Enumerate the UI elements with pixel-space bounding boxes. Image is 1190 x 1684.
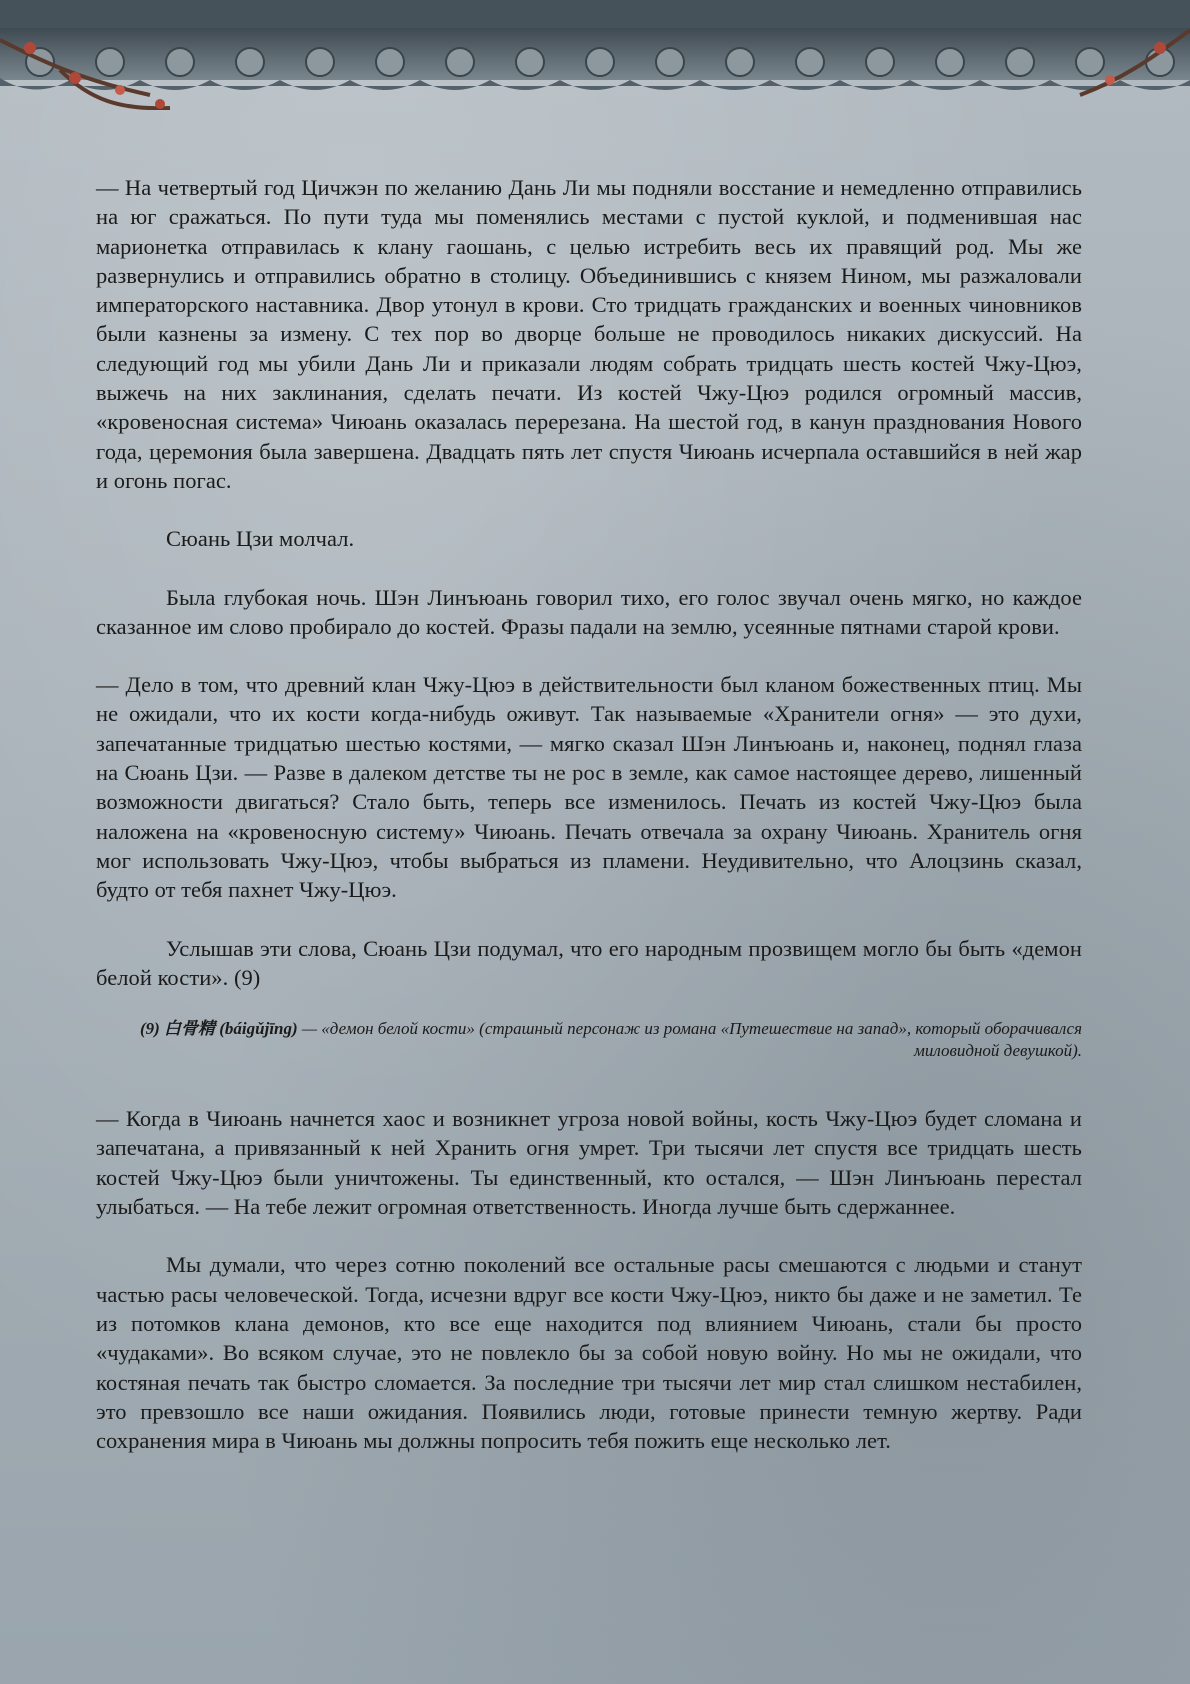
footnote-marker: (9) 白骨精 (báigǔjīng)	[139, 1019, 298, 1039]
document-body	[96, 173, 1082, 1455]
paragraph: Мы думали, что через сотню поколений все остальные расы смешаются с людьми и станут частью расы человеческой. Тогда, исчезни вдруг все кости Чжу-Цюэ, никто бы даже и не заметил. Те из потомков клана демонов, кто все еще находится под влиянием Чиюань, стали бы просто «чудаками». Во всяком случае, это не повлекло бы за собой новую войну. Но мы не ожидали, что костяная печать так быстро сломается. За последние три тысячи лет мир стал слишком нестабилен, это превзошло все наши ожидания. Появились люди, готовые принести темную жертву. Ради сохранения мира в Чиюань мы должны попросить тебя пожить еще несколько лет.	[96, 1252, 1082, 1454]
paragraph: Была глубокая ночь. Шэн Линъюань говорил тихо, его голос звучал очень мягко, но каждое сказанное им слово пробирало до костей. Фразы падали на землю, усеянные пятнами старой крови.	[96, 584, 1082, 639]
paragraph: — На четвертый год Цичжэн по желанию Дань Ли мы подняли восстание и немедленно отправились на юг сражаться. По пути туда мы поменялись местами с пустой куклой, и подменившая нас марионетка отправилась к клану гаошань, с целью истребить весь их правящий род. Мы же развернулись и отправились обратно в столицу. Объединившись с князем Нином, мы разжаловали императорского наставника. Двор утонул в крови. Сто тридцать гражданских и военных чиновников были казнены за измену. С тех пор во дворце больше не проводилось никаких дискуссий. На следующий год мы убили Дань Ли и приказали людям собрать тридцать шесть костей Чжу-Цюэ, выжечь на них заклинания, сделать печати. Из костей Чжу-Цюэ родился огромный массив, «кровеносная система» Чиюань оказалась перерезана. На шестой год, в канун празднования Нового года, церемония была завершена. Двадцать пять лет спустя Чиюань исчерпала оставшийся в ней жар и огонь погас.	[96, 175, 1082, 493]
paragraph: Услышав эти слова, Сюань Цзи подумал, что его народным прозвищем могло бы быть «демон белой кости». (9)	[96, 935, 1082, 990]
footnote	[96, 1018, 1082, 1062]
paragraph: Сюань Цзи молчал.	[166, 526, 355, 552]
footnote-text: — «демон белой кости» (страшный персонаж из романа «Путешествие на запад», который оборачивался миловидной девушкой).	[297, 1019, 1082, 1061]
paragraph: — Когда в Чиюань начнется хаос и возникнет угроза новой войны, кость Чжу-Цюэ будет сломана и запечатана, а привязанный к ней Хранить огня умрет. Три тысячи лет спустя все тридцать шесть костей Чжу-Цюэ были уничтожены. Ты единственный, кто остался, — Шэн Линъюань перестал улыбаться. — На тебе лежит огромная ответственность. Иногда лучше быть сдержаннее.	[96, 1106, 1082, 1220]
roof-tiles-decoration	[0, 0, 1190, 110]
paragraph: — Дело в том, что древний клан Чжу-Цюэ в действительности был кланом божественных птиц. Мы не ожидали, что их кости когда-нибудь оживут. Так называемые «Хранители огня» — это духи, запечатанные тридцатью шестью костями, — мягко сказал Шэн Линъюань и, наконец, поднял глаза на Сюань Цзи. — Разве в далеком детстве ты не рос в земле, как самое настоящее дерево, лишенный возможности двигаться? Стало быть, теперь все изменилось. Печать из костей Чжу-Цюэ была наложена на «кровеносную систему» Чиюань. Печать отвечала за охрану Чиюань. Хранитель огня мог использовать Чжу-Цюэ, чтобы выбраться из пламени. Неудивительно, что Алоцзинь сказал, будто от тебя пахнет Чжу-Цюэ.	[96, 672, 1082, 903]
